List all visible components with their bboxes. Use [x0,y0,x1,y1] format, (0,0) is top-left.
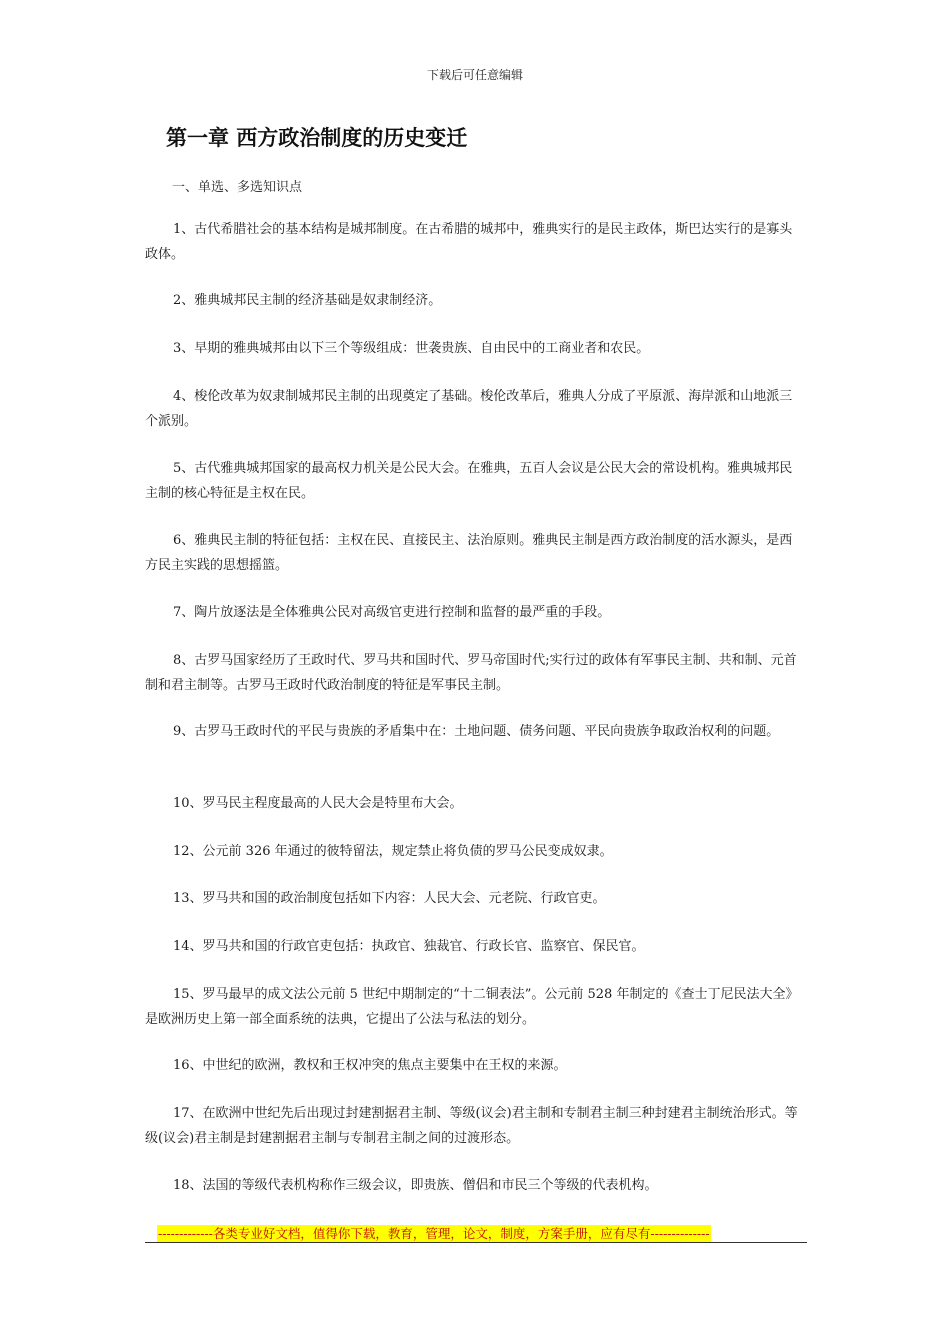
knowledge-item: 9、古罗马王政时代的平民与贵族的矛盾集中在：土地问题、债务问题、平民向贵族争取政治权利的问题。 [173,724,780,739]
knowledge-item: 14、罗马共和国的行政官吏包括：执政官、独裁官、行政长官、监察官、保民官。 [173,939,645,954]
knowledge-item: 2、雅典城邦民主制的经济基础是奴隶制经济。 [173,293,442,308]
footer-banner: -------------各类专业好文档，值得你下载，教育，管理，论文，制度，方案手册，应有尽有-------------- [158,1226,710,1241]
knowledge-item: 7、陶片放逐法是全体雅典公民对高级官吏进行控制和监督的最严重的手段。 [173,605,611,620]
knowledge-item: 1、古代希腊社会的基本结构是城邦制度。在古希腊的城邦中，雅典实行的是民主政体，斯巴达实行的是寡头政体。 [145,222,793,262]
knowledge-item: 17、在欧洲中世纪先后出现过封建割据君主制、等级(议会)君主制和专制君主制三种封建君主制统治形式。等级(议会)君主制是封建割据君主制与专制君主制之间的过渡形态。 [145,1106,798,1146]
header-note: 下载后可任意编辑 [426,68,523,82]
knowledge-item: 10、罗马民主程度最高的人民大会是特里布大会。 [173,796,463,811]
footer-divider [145,1242,807,1243]
knowledge-item: 16、中世纪的欧洲，教权和王权冲突的焦点主要集中在王权的来源。 [173,1058,567,1073]
knowledge-item: 15、罗马最早的成文法公元前 5 世纪中期制定的“十二铜表法”。公元前 528 年制定的《查士丁尼民法大全》是欧洲历史上第一部全面系统的法典，它提出了公法与私法的划分。 [145,987,799,1027]
knowledge-item: 13、罗马共和国的政治制度包括如下内容：人民大会、元老院、行政官吏。 [173,891,606,906]
chapter-title: 第一章 西方政治制度的历史变迁 [166,126,468,150]
knowledge-item: 6、雅典民主制的特征包括：主权在民、直接民主、法治原则。雅典民主制是西方政治制度的活水源头，是西方民主实践的思想摇篮。 [145,533,793,573]
knowledge-item: 3、早期的雅典城邦由以下三个等级组成：世袭贵族、自由民中的工商业者和农民。 [173,341,650,356]
knowledge-item: 18、法国的等级代表机构称作三级会议，即贵族、僧侣和市民三个等级的代表机构。 [173,1178,658,1193]
knowledge-item: 4、梭伦改革为奴隶制城邦民主制的出现奠定了基础。梭伦改革后，雅典人分成了平原派、海岸派和山地派三个派别。 [145,389,793,429]
section-heading: 一、单选、多选知识点 [172,180,303,195]
knowledge-item: 12、公元前 326 年通过的彼特留法，规定禁止将负债的罗马公民变成奴隶。 [173,844,613,859]
knowledge-item: 5、古代雅典城邦国家的最高权力机关是公民大会。在雅典，五百人会议是公民大会的常设机构。雅典城邦民主制的核心特征是主权在民。 [145,461,793,501]
knowledge-item: 8、古罗马国家经历了王政时代、罗马共和国时代、罗马帝国时代;实行过的政体有军事民主制、共和制、元首制和君主制等。古罗马王政时代政治制度的特征是军事民主制。 [145,653,797,693]
